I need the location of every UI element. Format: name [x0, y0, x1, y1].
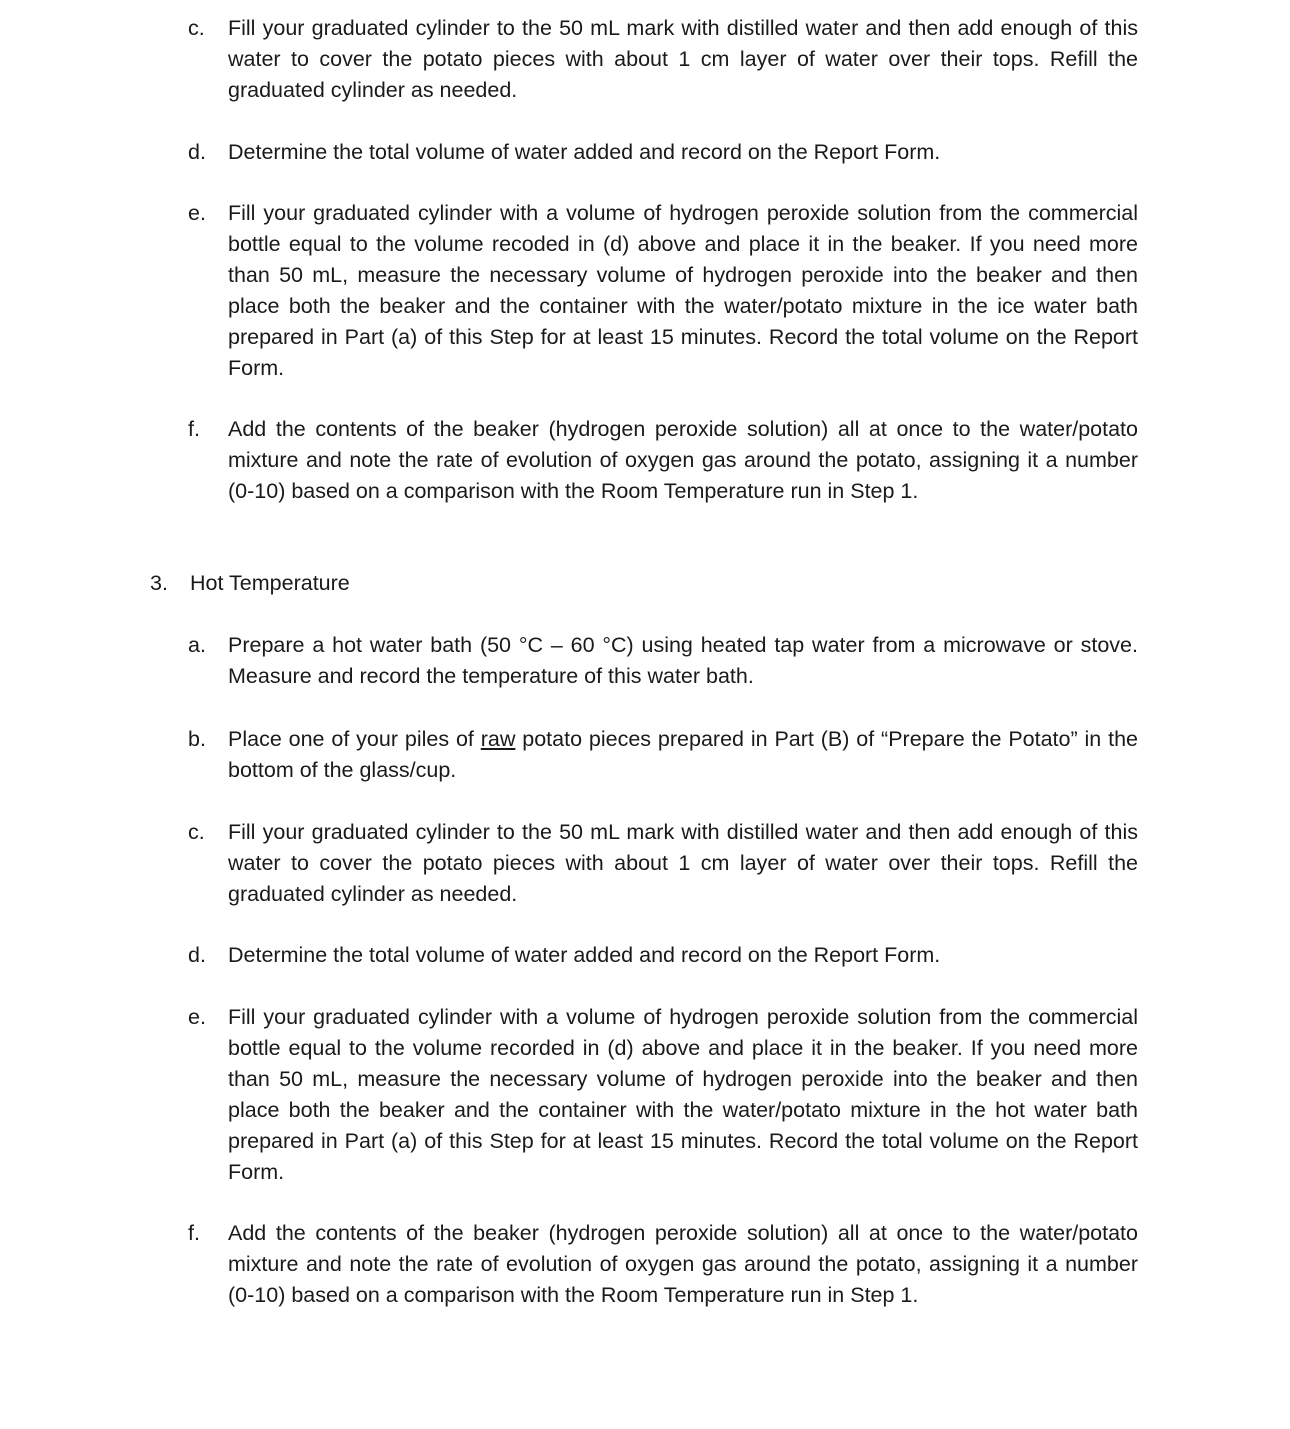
step3-item-a	[188, 630, 1138, 692]
item-text: Fill your graduated cylinder to the 50 mL mark with distilled water and then add enough of this water to cover the potato pieces with about 1 cm layer of water over their tops. Refill the graduated cylinder as needed.	[228, 16, 1138, 102]
step2-item-e	[188, 198, 1138, 384]
step2-item-d	[188, 137, 1138, 168]
item-label: f.	[188, 1221, 200, 1245]
item-text: Add the contents of the beaker (hydrogen peroxide solution) all at once to the water/potato mixture and note the rate of evolution of oxygen gas around the potato, assigning it a number (0-10) based on a comparison with the Room Temperature run in Step 1.	[228, 417, 1138, 503]
item-label: d.	[188, 140, 206, 164]
item-text: Fill your graduated cylinder to the 50 mL mark with distilled water and then add enough of this water to cover the potato pieces with about 1 cm layer of water over their tops. Refill the graduated cylinder as needed.	[228, 820, 1138, 906]
step3-item-d	[188, 940, 1138, 971]
item-text-before: Place one of your piles of	[228, 727, 481, 751]
underlined-word: raw	[480, 727, 516, 751]
item-label: d.	[188, 943, 206, 967]
item-text	[228, 724, 1138, 786]
item-text: Prepare a hot water bath (50 °C – 60 °C) using heated tap water from a microwave or stove. Measure and record the temperature of this water bath.	[228, 633, 1138, 688]
item-text: Fill your graduated cylinder with a volume of hydrogen peroxide solution from the commercial bottle equal to the volume recorded in (d) above and place it in the beaker. If you need more than 50 mL, measure the necessary volume of hydrogen peroxide into the beaker and then place both the beaker and the container with the water/potato mixture in the hot water bath prepared in Part (a) of this Step for at least 15 minutes. Record the total volume on the Report Form.	[228, 1005, 1138, 1184]
item-label: e.	[188, 1005, 206, 1029]
step3-item-e	[188, 1002, 1138, 1188]
item-label: c.	[188, 16, 205, 40]
step3-item-b	[188, 724, 1138, 786]
item-label: f.	[188, 417, 200, 441]
step2-item-f	[188, 414, 1138, 507]
item-text: Add the contents of the beaker (hydrogen peroxide solution) all at once to the water/potato mixture and note the rate of evolution of oxygen gas around the potato, assigning it a number (0-10) based on a comparison with the Room Temperature run in Step 1.	[228, 1221, 1138, 1307]
step-title: Hot Temperature	[190, 571, 350, 595]
item-label: a.	[188, 633, 206, 657]
step2-item-c	[188, 13, 1138, 106]
item-text: Fill your graduated cylinder with a volume of hydrogen peroxide solution from the commercial bottle equal to the volume recoded in (d) above and place it in the beaker. If you need more than 50 mL, measure the necessary volume of hydrogen peroxide into the beaker and then place both the beaker and the container with the water/potato mixture in the ice water bath prepared in Part (a) of this Step for at least 15 minutes. Record the total volume on the Report Form.	[228, 201, 1138, 380]
step-number: 3.	[150, 571, 168, 595]
step3-item-f	[188, 1218, 1138, 1311]
item-text-after: potato pieces prepared in Part (B) of “Prepare the Potato” in the bottom of the glass/cup.	[228, 727, 1138, 782]
item-label: e.	[188, 201, 206, 225]
step3-item-c	[188, 817, 1138, 910]
item-label: c.	[188, 820, 205, 844]
item-text: Determine the total volume of water added and record on the Report Form.	[228, 943, 941, 967]
item-text: Determine the total volume of water added and record on the Report Form.	[228, 140, 941, 164]
item-label: b.	[188, 727, 206, 751]
